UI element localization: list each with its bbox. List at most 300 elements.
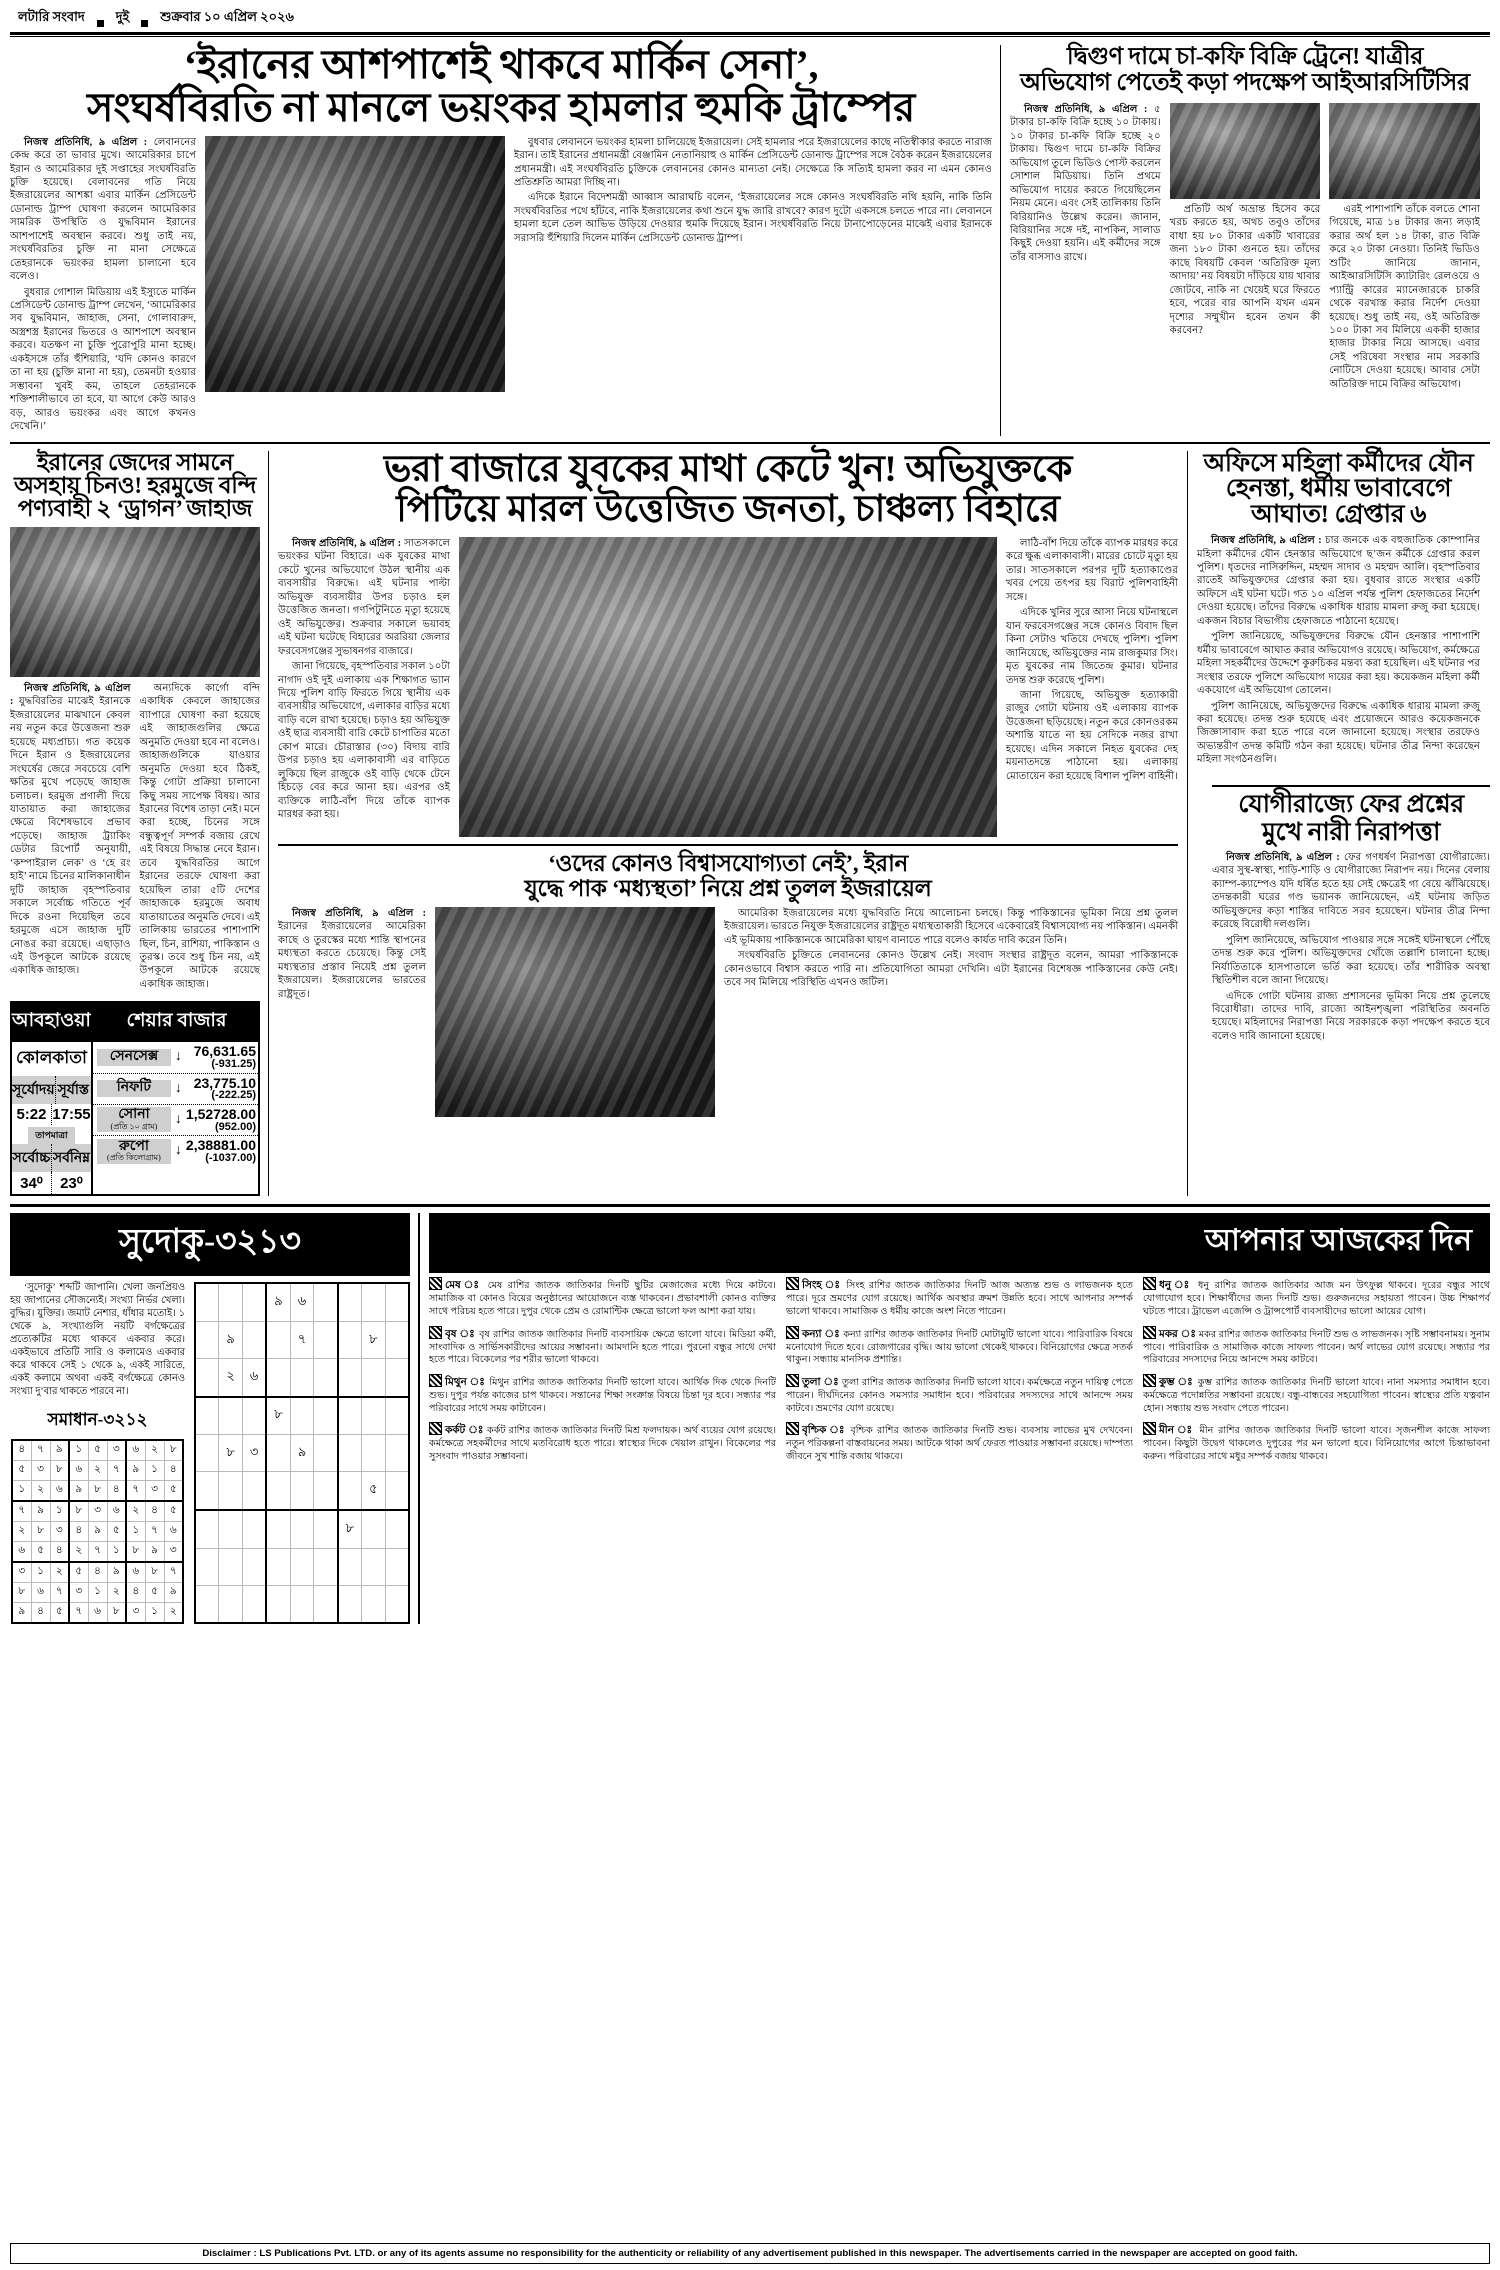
square-separator-icon [141,20,148,27]
bihar-photo-crowd [459,537,997,837]
sudoku-cell[interactable] [385,1321,409,1358]
market-row-change: (-931.25) [211,1058,256,1071]
women-byline: নিজস্ব প্রতিনিধি, ৯ এপ্রিল : [1226,852,1340,863]
sudoku-cell: ৪ [126,1582,145,1602]
horoscope-sign-text: ধনু রাশির জাতক জাতিকার আজ মন উৎফুল্ল থাকবে। দূরের বন্ধুর সাথে যোগাযোগ হবে। শিক্ষার্থীদের জন্য দিনটি শুভ। গুরুজনদের সহায়তা পাবেন। উচ্চ শিক্ষাপর্ব ঘটতে পারে। ট্রাভেল এজেন্সি ও ট্রান্সপোর্ট ব্যবসায়ীদের ভালো আয়ের যোগ। [1143,1280,1490,1317]
sudoku-cell[interactable] [243,1510,267,1548]
masthead-page-number: দুই [115,9,130,24]
sudoku-cell[interactable] [219,1510,243,1548]
sudoku-cell[interactable] [195,1321,219,1358]
sudoku-cell: ৯ [164,1582,183,1602]
sudoku-cell[interactable]: ৮ [361,1321,385,1358]
sudoku-cell[interactable] [338,1397,362,1435]
sudoku-cell[interactable] [195,1585,219,1622]
zodiac-icon [1143,1374,1156,1387]
train-col1-text: ৫ টাকার চা-কফি বিক্রি হচ্ছে ১০ টাকায়। ১০ টাকার চা-কফি বিক্রি হচ্ছে ২০ টাকায়। দ্বিগুণ দামে চা-কফি বিক্রির অভিযোগ তুলে ভিডিও পোস্ট করলেন সোশাল মিডিয়ায়। তিনি প্রথমে অভিযোগ দায়ের করতে গিয়েছিলেন নিয়ম মেনে। এবং সেই তালিকায় তিনি বিরিয়ানিও উল্লেখ করেন। জানান, বিরিয়ানির সঙ্গে দই, নাপকিন, সালাড কিছুই দেওয়া হয়নি। এই কর্মীদের সঙ্গে তাঁর বাসসাও রাখে। [1010,103,1161,263]
sudoku-cell: ১ [145,1602,164,1623]
market-row-value: 76,631.65 (-931.25) [193,1043,256,1071]
women-headline-line1: যোগীরাজ্যে ফের প্রশ্নের [1238,791,1464,818]
sudoku-cell[interactable] [243,1321,267,1358]
bihar-col2c-text: জানা গিয়েছে, অভিযুক্ত হত্যাকারী রাজুর গোটা ঘটনায় ওই এলাকায় ব্যাপক উত্তেজনা ছড়িয়েছে। নতুন করে কোনওরকম অশান্তি যাতে না হয় সেদিকে নজর রাখা হয়েছে। এদিন সকালে নিহত যুবকের দেহ ময়নাতদন্তে পাঠানো হয়। এলাকায় মোতায়েন করা হয়েছে বিশাল পুলিশ বাহিনী। [1006,690,1178,782]
sudoku-cell: ৩ [31,1460,50,1480]
train-column-2 [1170,103,1321,393]
temp-max-value: 34⁰ [20,1175,43,1193]
sudoku-text-column [10,1282,185,1623]
masthead-paper-name: লটারি সংবাদ [18,9,85,24]
horoscope-sign-name: তুলা ঃ [802,1377,842,1388]
sudoku-cell[interactable] [385,1472,409,1510]
iranpak-column-1 [278,907,426,1117]
sudoku-cell: ৫ [107,1521,126,1541]
sudoku-cell[interactable] [385,1548,409,1585]
sudoku-cell: ৭ [31,1440,50,1461]
sudoku-cell: ৬ [107,1501,126,1522]
sudoku-cell[interactable] [266,1321,290,1358]
zodiac-icon [786,1374,799,1387]
sudoku-cell[interactable]: ৭ [290,1321,314,1358]
sudoku-cell: ৫ [69,1562,88,1583]
horoscope-column [786,1277,1133,1470]
sudoku-solution-title: সমাধান-৩২১২ [47,1409,148,1429]
sudoku-cell[interactable] [338,1435,362,1472]
sudoku-cell: ৮ [164,1440,183,1461]
sudoku-cell: ৭ [12,1501,31,1522]
lead-headline-line2: সংঘর্ষবিরতি না মানলে ভয়ংকর হামলার হুমকি ট্রাম্পের [86,84,915,130]
sudoku-cell[interactable] [243,1585,267,1622]
sudoku-row [12,1541,183,1562]
sudoku-cell[interactable] [338,1548,362,1585]
horoscope-sign-text: তুলা রাশির জাতক জাতিকার দিনটি ভালো যাবে। কর্মক্ষেত্রে নতুন দায়িত্ব পেতে পারেন। দীর্ঘদিনের কোনও সমস্যার সমাধান হবে। পরিবারের সদস্যদের সাথে আনন্দে সময় কাটবে। ভ্রমণের যোগ রয়েছে। [786,1377,1133,1414]
zodiac-icon [429,1422,442,1435]
women-col3-text: এদিকে গোটা ঘটনায় রাজ্য প্রশাসনের ভূমিকা নিয়ে প্রশ্ন তুলেছে বিরোধীরা। তাদের দাবি, রাজ্যে আইনশৃঙ্খলা পরিস্থিতির অবনতি হয়েছে। মহিলাদের নিরাপত্তা নিয়ে সরকারকে কড়া পদক্ষেপ করতে হবে বলেও দাবি জানানো হয়েছে। [1212,990,1490,1042]
horoscope-item [1143,1326,1490,1367]
sudoku-cell: ৬ [31,1582,50,1602]
sudoku-cell[interactable] [314,1472,338,1510]
sudoku-cell: ৯ [69,1480,88,1501]
sudoku-cell[interactable]: ৬ [243,1359,267,1397]
iranpak-byline: নিজস্ব প্রতিনিধি, ৯ এপ্রিল : [292,907,426,919]
sudoku-cell[interactable] [314,1585,338,1622]
sudoku-row [12,1440,183,1461]
sudoku-cell: ৭ [164,1562,183,1583]
bihar-col1-text: সাতসকালে ভয়ংকর ঘটনা বিহারে। এক যুবকের মাথা কেটে খুনের অভিযোগে উঠল স্থানীয় এক ব্যবসায়ীর বিরুদ্ধে। এই ঘটনার পাল্টা অভিযুক্ত ব্যবসায়ীর উপর চড়াও হল উত্তেজিত জনতা। গণপিটুনিতে মৃত্যু হয়েছে ওই অভিযুক্তের। শুক্রবার সকালে ভয়াবহ এই ঘটনা ঘটেছে বিহারের অররিয়া জেলার ফরবেসগঞ্জের সুভাষনগর বাজারে। [278,538,450,657]
bihar-column-1 [278,537,450,837]
horoscope-sign-text: সিংহ রাশির জাতক জাতিকার দিনটি আজ অত্যন্ত শুভ ও লাভজনক হতে পারে। দূরে ভ্রমণের যোগ রয়েছে। আর্থিক অবস্থার ক্রমশ উন্নতি হবে। সাথে আপনার সম্পর্ক ভালো থাকবে। সামাজিক ও ধর্মীয় কাজে অংশ নিতে পারেন। [786,1280,1133,1317]
sudoku-cell[interactable] [290,1359,314,1397]
sudoku-cell: ৮ [69,1501,88,1522]
sudoku-row [195,1472,409,1510]
horoscope-sign-name: কর্কট ঃ [445,1425,487,1437]
sudoku-cell: ৮ [88,1480,107,1501]
masthead-rule [10,32,1490,37]
sudoku-cell: ৪ [31,1602,50,1623]
horoscope-item [1143,1422,1490,1463]
bihar-col2b-text: এদিকে খুনির সুরে আসা নিয়ে ঘটনাস্থলে যান ফরবেসগঞ্জের সঙ্গে কোনও বিবাদ ছিল কিনা সেটাও খতিয়ে দেখছে পুলিশ। পুলিশ জানিয়েছে, অভিযুক্তের নাম রাজকুমার সিং। মৃত যুবকের নাম জিতেন্দ্র কুমার। ঘটনার তদন্ত শুরু করেছে পুলিশ। [1006,607,1178,686]
sudoku-cell[interactable] [361,1283,385,1321]
market-row [93,1042,260,1072]
horoscope-sign-name: সিংহ ঃ [802,1280,847,1292]
sudoku-cell[interactable] [338,1472,362,1510]
market-title: শেয়ার বাজার [93,1003,260,1042]
sudoku-cell[interactable] [385,1397,409,1435]
sudoku-row [195,1397,409,1435]
train-headline-line2: অভিযোগ পেতেই কড়া পদক্ষেপ আইআরসিটিসির [1020,70,1470,97]
sudoku-cell[interactable] [385,1283,409,1321]
market-row-change: (-222.25) [211,1089,256,1102]
horoscope-sign-name: মীন ঃ [1159,1425,1200,1437]
sudoku-cell[interactable] [338,1283,362,1321]
zodiac-icon [786,1422,799,1435]
sudoku-cell: ৫ [31,1541,50,1562]
bihar-col1b-text: জানা গিয়েছে, বৃহস্পতিবার সকাল ১০টা নাগাদ ওই দুই এলাকায় এক শিক্ষাগত ভ্যান দিয়ে পুলিশ বাড়ি ফিরতে গিয়ে স্থানীয় এক ব্যবসায়ীর অভিযোগে, এলাকার বাড়ির মধ্যে বাড়ি বলে রাখা হয়েছে। চড়াও হয় অভিযুক্ত ওই ছাত্র ব্যবসায়ী বারি কেটে চাপাতির মতো কোপ মারে। চৌরাস্তার (৩০) বিদায় বারি উপর চড়াও হয় এলাকাবাসী এর বাড়িতে লুকিয়ে ছিল রাজুকে ওই বাড়ি থেকে টেনে হিঁচড়ে বের করে আনা হয়। এরপর ওই ব্যক্তিকে লাঠি-বাঁশ দিয়ে তাঁকে ব্যাপক মারধর করা হয়। [278,661,450,821]
horoscope-item [429,1422,776,1463]
iranpak-col1-text: ইরানের ইজরায়েলের আমেরিকা কাছে ও তুরস্কের মধ্যে শান্তি স্থাপনের মধ্যস্থতা করতে চেয়েছে। কিন্তু সেই মধ্যস্থতার প্রস্তাব নিয়েই প্রশ্ন তুলল ইজরায়েল। ইজরায়েলের ভারতের রাষ্ট্রদূত। [278,921,426,1000]
women-col1-text: ফের গণধর্ষণ নিরাপত্তা যোগীরাজ্যে। এবার সুস্থ-স্বাস্থ্য, শাড়ি-শাড়ি ও যোগীরাজ্যে নিরাপদ নয়। দিনের বেলায় ক্যাম্প-ক্যাম্পেও যদি ধর্ষিত হতে হয় সেই ক্ষেত্রেই গা বেয়ে ঝাঁঝিয়েছে। তদন্তকারী ঘরের গণ্ড ভয়ানক জানিয়েছেন, এই ঘটনায় জড়িত অভিযুক্তদের কড়া শাস্তির দাবিতে সরব হয়েছেন। ঘটনার তীব্র নিন্দা করেছে বিরোধী দলগুলি। [1212,852,1490,931]
sudoku-cell[interactable] [219,1397,243,1435]
sudoku-cell[interactable] [314,1359,338,1397]
sudoku-cell: ৫ [164,1480,183,1501]
sudoku-cell[interactable] [195,1548,219,1585]
market-trend-down-icon: ↓ [174,1143,182,1159]
sudoku-cell: ৯ [12,1602,31,1623]
sudoku-cell: ১ [12,1480,31,1501]
horoscope-item [429,1374,776,1415]
masthead-date: শুক্রবার ১০ এপ্রিল ২০২৬ [160,9,294,24]
temp-max-label: সর্বোচ্চ [12,1144,51,1172]
sudoku-cell[interactable] [266,1359,290,1397]
sudoku-puzzle-grid[interactable] [194,1282,410,1623]
women-column-1 [1212,851,1490,1045]
iranpak-photo-leaders [435,907,715,1117]
horoscope-item [1143,1374,1490,1415]
sunset-value: 17:55 [52,1106,91,1124]
horoscope-sign-text: কর্কট রাশির জাতক জাতিকার দিনটি মিশ্র ফলদায়ক। অর্থ ব্যয়ের যোগ রয়েছে। কর্মক্ষেত্রে সহকর্মীদের সাথে মতবিরোধ হতে পারে। স্বাস্থ্যের দিকে খেয়াল রাখুন। বিকেলের পর সুসংবাদ পাওয়ার সম্ভাবনা। [429,1425,776,1462]
sudoku-row [12,1460,183,1480]
sudoku-cell[interactable]: ৯ [219,1321,243,1358]
sudoku-solution-grid [11,1439,184,1624]
sudoku-cell[interactable] [219,1585,243,1622]
sudoku-cell[interactable] [361,1585,385,1622]
sudoku-cell[interactable] [195,1283,219,1321]
sudoku-cell: ১ [88,1582,107,1602]
sudoku-cell: ৩ [88,1501,107,1522]
sudoku-cell[interactable] [361,1435,385,1472]
horoscope-sign-name: বৃশ্চিক ঃ [802,1425,851,1437]
sudoku-cell: ৪ [69,1521,88,1541]
market-trend-down-icon: ↓ [174,1049,182,1065]
sudoku-cell: ৬ [50,1480,69,1501]
horoscope-sign-text: বৃশ্চিক রাশির জাতক জাতিকার দিনটি শুভ। ব্যবসায় লাভের মুখ দেখবেন। নতুন পরিকল্পনা বাস্তবায়নের সময়। আটকে থাকা অর্থ ফেরত পাওয়ার সম্ভাবনা রয়েছে। দাম্পত্য জীবনে সুখ শান্তি বজায় থাকবে। [786,1425,1133,1462]
sudoku-row [195,1435,409,1472]
sudoku-cell: ১ [31,1562,50,1583]
sudoku-cell[interactable] [266,1472,290,1510]
sudoku-cell[interactable]: ৮ [266,1397,290,1435]
horoscope-item [786,1326,1133,1367]
market-row-name: সেনসেক্স [97,1049,171,1066]
sudoku-cell: ৮ [126,1541,145,1562]
sudoku-section [10,1213,418,1623]
market-row-change: (-1037.00) [205,1151,256,1164]
sudoku-cell[interactable] [290,1510,314,1548]
weather-box [12,1003,91,1194]
sudoku-cell[interactable] [243,1548,267,1585]
sudoku-row [195,1283,409,1321]
office-story [1197,451,1480,767]
sudoku-cell[interactable] [195,1359,219,1397]
sudoku-cell: ৬ [126,1440,145,1461]
sudoku-cell: ২ [50,1562,69,1583]
sudoku-row [195,1510,409,1548]
weather-title: আবহাওয়া [12,1003,91,1042]
sudoku-cell: ২ [145,1440,164,1461]
sudoku-cell[interactable]: ৩ [243,1435,267,1472]
sudoku-row [12,1480,183,1501]
sudoku-cell: ৪ [164,1460,183,1480]
iran-pak-story [278,844,1178,1117]
sudoku-cell: ৬ [69,1460,88,1480]
sudoku-cell[interactable] [290,1397,314,1435]
horoscope-sign-name: বৃষ ঃ [445,1328,480,1340]
sudoku-cell: ৯ [107,1562,126,1583]
sudoku-cell: ৪ [107,1480,126,1501]
sudoku-cell: ১ [50,1501,69,1522]
lead-photo-trump [205,136,505,436]
temperature-chip-label: তাপমাত্রা [28,1127,74,1144]
market-row-value: 23,775.10 (-222.25) [193,1074,256,1102]
sudoku-cell: ৩ [12,1562,31,1583]
sudoku-cell[interactable]: ২ [219,1359,243,1397]
market-row-change: (952.00) [215,1120,256,1133]
sudoku-cell[interactable] [195,1397,219,1435]
sudoku-cell[interactable] [290,1548,314,1585]
sudoku-cell[interactable] [290,1472,314,1510]
masthead [10,8,1490,32]
sudoku-cell: ৮ [107,1602,126,1623]
ships-headline: ইরানের জেদের সামনে অসহায় চিনও! হরমুজে বন্দি পণ্যবাহী ২ ‘ড্রাগন’ জাহাজ [13,449,257,522]
horoscope-item [786,1277,1133,1318]
temp-min-label: সর্বনিম্ন [51,1144,91,1172]
sudoku-cell[interactable] [219,1548,243,1585]
bottom-section [10,1204,1490,1623]
office-col1b-text: পুলিশ জানিয়েছে, অভিযুক্তদের বিরুদ্ধে যৌন হেনস্তার পাশাপাশি ধর্মীয় ভাবাবেগে আঘাত করার অভিযোগও রয়েছে। অভিযোগ, কর্মক্ষেত্রে মহিলা সহকর্মীদের উদ্দেশে কুরুচিকর মন্তব্য করা হয়েছিল। এই ঘটনার পর সংস্থার তরফে পুলিশে অভিযোগ দায়ের করা হয়। কয়েকজন মহিলা কর্মী একযোগে এই অভিযোগ তোলেন। [1197,631,1480,697]
sudoku-cell: ৫ [145,1582,164,1602]
sudoku-cell: ২ [69,1541,88,1562]
sudoku-row [12,1602,183,1623]
sudoku-cell: ২ [12,1521,31,1541]
sudoku-cell[interactable] [338,1585,362,1622]
sudoku-cell: ৩ [107,1440,126,1461]
market-row-value: 2,38881.00 (-1037.00) [185,1137,256,1164]
sudoku-cell: ৭ [50,1582,69,1602]
horoscope-sign-name: কুম্ভ ঃ [1159,1377,1198,1388]
iranpak-column-2 [724,907,1178,1117]
market-box [91,1003,260,1194]
lead-col1-text: লেবাননের কেন্দ্র করে তা ভাবার মুখে। আমেরিকার চাপে ইরান ও আমেরিকার দুই সপ্তাহের সংঘর্ষবিরতি চুক্তি হয়েছে। বেলাবনের গতি নিয়ে ইজরায়েলের আশঙ্কা এবার মার্কিন প্রেসিডেন্ট ডোনাল্ড ট্রাম্প ঘোষণা করলেন আমেরিকার সামরিক উপস্থিতি ও যুদ্ধবিমান ইরানের আশপাশেই অবস্থান করবে। শুধু তাই নয়, সংঘর্ষবিরতির চুক্তি না মানা সেক্ষেত্রে তেহরানকে ভয়ংকর হামলা চালানো হবে বলেও। [10,136,196,283]
lead-column-2 [514,136,992,436]
market-row-value: 1,52728.00 (952.00) [185,1105,256,1133]
sudoku-cell: ৩ [126,1602,145,1623]
horoscope-sign-name: মিথুন ঃ [445,1377,490,1388]
sudoku-cell: ৩ [69,1582,88,1602]
horoscope-column [1143,1277,1490,1470]
sudoku-cell[interactable]: ৯ [290,1435,314,1472]
horoscope-item [429,1326,776,1367]
sudoku-cell: ৭ [107,1460,126,1480]
horoscope-sign-name: মেষ ঃ [445,1280,488,1292]
horoscope-item [786,1422,1133,1463]
ships-column-1 [10,682,131,993]
bihar-story [268,448,1188,1197]
zodiac-icon [786,1277,799,1290]
sudoku-cell[interactable] [361,1510,385,1548]
sudoku-cell[interactable] [338,1359,362,1397]
horoscope-sign-text: মকর রাশির জাতক জাতিকার দিনটি শুভ ও লাভজনক। সৃষ্টি সম্ভাবনাময়। সুনাম পাবে। পারিবারিক ও সামাজিক কাজে সাফল্য পাবেন। অর্থ লাভের যোগ রয়েছে। সন্ধ্যার পর পরিবারের সদস্যদের নিয়ে আনন্দে সময় কাটবে। [1143,1328,1491,1366]
top-section [10,42,1490,436]
sudoku-cell: ৯ [88,1521,107,1541]
sudoku-cell[interactable] [219,1283,243,1321]
iranpak-headline-line2: যুদ্ধে পাক ‘মধ্যস্থতা’ নিয়ে প্রশ্ন তুলল ইজরায়েল [524,876,932,902]
sunset-label: সূর্যাস্ত [55,1076,91,1104]
sudoku-cell: ৬ [126,1562,145,1583]
sudoku-cell[interactable] [385,1510,409,1548]
women-headline-line2: মুখে নারী নিরাপত্তা [1261,818,1441,846]
ships-photo-port [10,527,260,677]
market-row [93,1073,260,1104]
horoscope-item [1143,1277,1490,1318]
sudoku-cell[interactable] [243,1397,267,1435]
horoscope-item [429,1277,776,1318]
sudoku-cell[interactable] [243,1472,267,1510]
ships-col1-text: যুদ্ধবিরতির মাঝেই ইরানকে ইজরায়েলের মাঝখানে কেবল নয় নতুন করে উত্তেজনা শুরু হয়েছে মধ্যপ্রাচ্য। গত কয়েক দিনে ইরান ও ইজরায়েলের সংঘর্ষের জেরে সবচেয়ে বেশি ক্ষতির মুখে পড়েছে জাহাজ চলাচল। হরমুজ প্রণালী দিয়ে যাতায়াত করা জাহাজের ক্ষেত্রে বিশেষভাবে প্রভাব পড়েছে। জাহাজ ট্র্যাকিং ডেটার রিপোর্ট অনুযায়ী, ‘কম্পাইরাল লেক’ ও ‘হে রং হাই’ নামে চিনের মালিকানাধীন দুটি জাহাজ বৃহস্পতিবার সকালে সর্বোচ্চ গতিতে পূর্ব দিকে রওনা দিয়েছিল তবে হরমুজে এসে জাহাজ দুটি নোঙর করা রয়েছে। এছাড়াও এই উপকূলে আটকে রয়েছে একাধিক জাহাজ। [10,696,131,977]
zodiac-icon [1143,1422,1156,1435]
ships-column-2 [140,682,261,993]
sunrise-label: সূর্যোদয় [12,1076,55,1104]
sudoku-row [12,1501,183,1522]
market-row-name: রুপো (প্রতি কিলোগ্রাম) [97,1139,171,1164]
horoscope-item [786,1374,1133,1415]
zodiac-icon [786,1326,799,1339]
sudoku-cell: ৬ [12,1541,31,1562]
women-safety-story [1212,785,1490,1045]
market-row [93,1135,260,1166]
office-headline: অফিসে মহিলা কর্মীদের যৌন হেনস্তা, ধর্মীয় ভাবাবেগে আঘাত! গ্রেপ্তার ৬ [1203,449,1474,528]
bihar-column-2 [1006,537,1178,837]
sudoku-cell: ৪ [145,1501,164,1522]
horoscope-column [429,1277,776,1470]
sudoku-cell[interactable]: ৮ [219,1435,243,1472]
horoscope-sign-text: কুম্ভ রাশির জাতক জাতিকার দিনটি ভালো যাবে। নানা সমস্যার সমাধান হবে। কর্মক্ষেত্রে পদোন্নতির সম্ভাবনা রয়েছে। বন্ধু-বান্ধবের সহযোগিতা পাবেন। স্বাস্থ্যের প্রতি যত্নবান হোন। সন্ধ্যায় শুভ সংবাদ পেতে পারেন। [1143,1377,1490,1414]
sudoku-cell: ৮ [50,1460,69,1480]
train-byline: নিজস্ব প্রতিনিধি, ৯ এপ্রিল : [1024,103,1148,115]
horoscope-sign-text: মেষ রাশির জাতক জাতিকার দিনটি ছুটির মেজাজের মধ্যে দিয়ে কাটবে। সামাজিক বা কোনও বিয়ের অনুষ্ঠানের আয়োজনে ব্যস্ত থাকবেন। প্রভাবশালী কোনও ব্যক্তির সাথে পরিচয় হতে পারে। দুপুর থেকে প্রেম ও রোমান্টিক ক্ষেত্রে ভালো ফল আশা করা যায়। [429,1280,776,1317]
sudoku-cell[interactable] [314,1321,338,1358]
sudoku-cell[interactable] [361,1359,385,1397]
zodiac-icon [429,1326,442,1339]
sudoku-row [195,1585,409,1622]
sudoku-cell: ৩ [164,1541,183,1562]
square-separator-icon [97,20,104,27]
sudoku-cell[interactable] [385,1359,409,1397]
sudoku-row [195,1548,409,1585]
sudoku-cell: ৭ [88,1541,107,1562]
sudoku-cell[interactable] [195,1510,219,1548]
zodiac-icon [429,1374,442,1387]
train-story [1000,45,1480,436]
sudoku-cell: ৯ [126,1460,145,1480]
sudoku-cell: ৩ [50,1521,69,1541]
sudoku-cell[interactable] [314,1283,338,1321]
sudoku-cell[interactable] [266,1585,290,1622]
sudoku-cell[interactable] [314,1435,338,1472]
sudoku-cell[interactable] [266,1435,290,1472]
sudoku-cell: ৫ [88,1440,107,1461]
horoscope-sign-text: বৃষ রাশির জাতক জাতিকার দিনটি ব্যবসায়িক ক্ষেত্রে ভালো যাবে। মিডিয়া কর্মী, সাংবাদিক ও সার্ভিসকারীদের আয়ের সম্ভাবনা। আমদানি হতে পারে। পুরনো বন্ধুর সাথে দেখা হতে পারে। বিকেলের পর শরীর ভালো থাকবে। [429,1328,776,1366]
sudoku-cell: ১ [107,1541,126,1562]
sudoku-cell[interactable]: ৯ [266,1283,290,1321]
disclaimer-bar: Disclaimer : LS Publications Pvt. LTD. or any of its agents assume no responsibility for the authenticity or reliability of any advertisement published in this newspaper. The advertisements carried in the newspaper are accepted on good faith. [10,2243,1490,2264]
sudoku-cell[interactable] [266,1510,290,1548]
sudoku-cell: ২ [31,1480,50,1501]
sudoku-cell[interactable] [195,1435,219,1472]
sudoku-cell[interactable] [195,1472,219,1510]
sudoku-cell[interactable]: ৬ [290,1283,314,1321]
weather-market-box [10,1001,260,1196]
market-row [93,1104,260,1135]
sudoku-cell[interactable] [290,1585,314,1622]
sudoku-title: সুদোকু-৩২১৩ [10,1213,410,1276]
sudoku-cell: ৭ [145,1521,164,1541]
zodiac-icon [1143,1277,1156,1290]
sudoku-cell[interactable] [314,1548,338,1585]
sudoku-cell: ৫ [164,1501,183,1522]
iranpak-headline-line1: ‘ওদের কোনও বিশ্বাসযোগ্যতা নেই’, ইরান [548,851,908,877]
sudoku-cell[interactable] [314,1397,338,1435]
sudoku-cell: ২ [126,1501,145,1522]
market-rows [93,1042,260,1166]
sudoku-cell[interactable] [314,1510,338,1548]
sudoku-puzzle-wrap [194,1282,410,1623]
lead-byline: নিজস্ব প্রতিনিধি, ৯ এপ্রিল : [24,136,148,148]
office-byline: নিজস্ব প্রতিনিধি, ৯ এপ্রিল : [1211,535,1322,547]
sudoku-cell: ৯ [145,1541,164,1562]
lead-headline-line1: ‘ইরানের আশপাশেই থাকবে মার্কিন সেনা’, [183,42,819,87]
sudoku-cell: ৯ [50,1440,69,1461]
sudoku-cell[interactable] [385,1585,409,1622]
sudoku-cell[interactable] [243,1283,267,1321]
bihar-headline-line2: পিটিয়ে মারল উত্তেজিত জনতা, চাঞ্চল্য বিহারে [396,489,1060,531]
sudoku-cell[interactable] [361,1397,385,1435]
sudoku-row [195,1321,409,1358]
market-row-unit: (প্রতি কিলোগ্রাম) [107,1153,161,1163]
horoscope-sign-text: কন্যা রাশির জাতক জাতিকার দিনটি মোটামুটি ভালো যাবে। পারিবারিক বিষয়ে মনোযোগ দিতে হবে। রোজগারের বৃদ্ধি। আয় ভালো থেকেই থাকবে। বিনিয়োগের ক্ষেত্রে সতর্ক থাকুন। সন্ধ্যায় মানসিক প্রশান্তি। [786,1328,1134,1366]
sudoku-cell: ৩ [145,1480,164,1501]
sudoku-cell[interactable] [266,1548,290,1585]
sudoku-cell[interactable] [338,1321,362,1358]
sudoku-cell: ৮ [145,1562,164,1583]
train-photo-food [1170,103,1321,199]
sudoku-cell: ৮ [31,1521,50,1541]
sudoku-cell: ২ [88,1460,107,1480]
sudoku-cell[interactable] [219,1472,243,1510]
sudoku-cell[interactable]: ৮ [338,1510,362,1548]
train-photo-pantry [1329,103,1480,199]
sudoku-cell[interactable]: ৫ [361,1472,385,1510]
sudoku-cell[interactable] [361,1548,385,1585]
train-col3-text: এরই পাশাপাশি তাঁকে বলতে শোনা গিয়েছে, মাত্র ১৪ টাকার জন্য লড়াই করার অর্থ হল ১৪ টাকা, রাত বিক্রি করে ২০ টাকা নেওয়া। তিনিই ভিডিও শুটিং জানিয়ে জানান, আইআরসিটিসি ক্যাটারিং রেলওয়ে ও প্যান্ট্রি কারের ম্যানেজারকে চাকরি থেকে বরখাস্ত করার নির্দেশ দেওয়া হয়েছে। শুধু তাই নয়, ওই অতিরিক্ত ১০০ টাকা সব মিলিয়ে এককী হাজার হাজার টাকার নিয়ে আসছে। এবার সেই পরিষেবা সংস্থার নাম সরকারি নোটিসে দেওয়া হয়েছে। আবার সেটা অতিরিক্ত দামে বিক্রির অভিযোগ। [1329,203,1481,390]
market-row-unit: (প্রতি ১০ গ্রাম) [110,1122,158,1132]
sudoku-cell[interactable] [385,1435,409,1472]
sudoku-row [195,1359,409,1397]
